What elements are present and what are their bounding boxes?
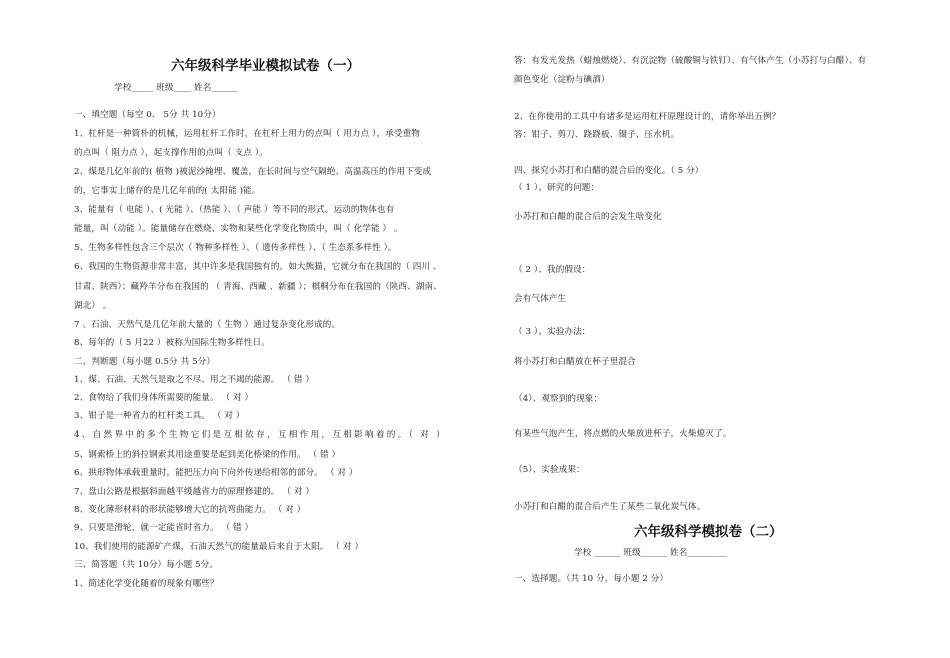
choice-section-heading: 一、选择题。（共 10 分，每小题 2 分） xyxy=(514,574,669,584)
explore-section-heading: 四、探究小苏打和白醋的混合后的变化。（ 5 分） xyxy=(514,166,704,176)
judge-item: 2、食物给了我们身体所需要的能量。 （ 对 ） xyxy=(74,393,254,403)
answer-line: 颜色变化（淀粉与碘酒） xyxy=(514,75,610,85)
exam1-student-info: 学校_____ 班级____ 姓名______ xyxy=(114,83,238,93)
exam1-line: 1、杠杆是一种简朴的机械，运用杠杆工作时，在杠杆上用力的点叫（ 用力点 ），承受重物 xyxy=(74,129,420,139)
exam2-student-info: 学校 ______ 班级______ 姓名_________ xyxy=(574,548,727,558)
judge-section-heading: 二、判断题（每小题 0.5分 共 5分） xyxy=(74,357,216,367)
explore-label: （ 2 ）、我的假设： xyxy=(514,265,591,275)
exam1-line: 5、生物多样性包含三个层次（ 物种多样性 ）、（ 遗传多样性 ）、（ 生态系多样性 ）。 xyxy=(74,243,397,253)
exam1-line: 能量，叫（动能 ）。能量储存在燃烧、实物和某些化学变化物质中，叫（ 化学能 ） 。 xyxy=(74,224,403,234)
answer-line: 答：钳子、剪刀、跷跷板、镊子、压水机。 xyxy=(514,130,680,140)
short-answer-section-heading: 三、简答题（共 10分）每小题 5分。 xyxy=(74,560,219,570)
fill-section-heading: 一、填空题（每空 0． 5分 共 10分） xyxy=(74,110,221,120)
exam1-line: 3、能量有（ 电能 ）、( 光能 ）、（热能 ）、（ 声能 ）等不同的形式。运动的物体也有 xyxy=(74,205,395,215)
exam1-line: 2、煤是几亿年前的( 植物 )被泥沙掩埋、覆盖，在长时间与空气隔绝、高温高压的作用下变成 xyxy=(74,167,432,177)
judge-item: 4、自然界中的多个生物它们是互相依存，互相作用，互相影响着的。（ 对 ） xyxy=(74,430,448,440)
explore-label: （ 3 ）、实验办法： xyxy=(514,327,591,337)
exam1-line: 甘肃、陕西）；藏羚羊分布在我国的 （ 青海、西藏 、新疆 ）；棋桐分布在我国的（陕西、湖南、 xyxy=(74,282,442,292)
exam1-line: 6、我国的生物资源非常丰富，其中许多是我国独有的。如大熊猫，它就分布在我国的（ 四川 、 xyxy=(74,262,442,272)
exam1-title: 六年级科学毕业模拟试卷（一） xyxy=(171,58,360,74)
explore-answer: 小苏打和白醋的混合后的会发生啥变化 xyxy=(514,212,662,222)
explore-label: （ 1 ）、研究的问题： xyxy=(514,183,600,193)
judge-item: 8、变化薄形材料的形状能够增大它的抗弯曲能力。 （ 对 ） xyxy=(74,505,306,515)
short-answer-question: 1、简述化学变化随着的现象有哪些？ xyxy=(74,579,219,589)
explore-label: （4）、观察到的现象： xyxy=(514,394,603,404)
explore-answer: 将小苏打和白醋放在杯子里混合 xyxy=(514,357,636,367)
exam1-line: 湖北） 。 xyxy=(74,301,112,311)
judge-item: 9、只要是滑轮，就一定能省时省力。 （ 错 ） xyxy=(74,523,254,533)
judge-item: 3、钳子是一种省力的杠杆类工具。 （ 对 ） xyxy=(74,411,245,421)
judge-item: 5、钢索桥上的斜拉钢索其用途重要是起到美化桥梁的作用。 （ 错 ） xyxy=(74,450,341,460)
judge-item: 6、拱形物体承载重量时，能把压力向下向外传递给相邻的部分。 （ 对 ） xyxy=(74,468,358,478)
judge-item: 1、煤、石油、天然气是取之不尽、用之不竭的能源。 （ 错 ） xyxy=(74,375,315,385)
explore-label: （5）、实验成果： xyxy=(514,465,585,475)
exam1-line: 的点叫（ 阻力点 ），起支撑作用的点叫（ 支点 ）。 xyxy=(74,148,268,158)
exam1-line: 的，它事实上储存的是几亿年前的( 太阳能 )能。 xyxy=(74,186,261,196)
answer-line: 答：有发光发热（蜡烛燃烧）、有沉淀物（硫酸铜与铁钉）、有气体产生（小苏打与白醋）、有 xyxy=(514,56,867,66)
judge-item: 10、我们使用的能源矿产煤，石油天然气的能量最后来自于太阳。 （ 对 ） xyxy=(74,542,364,552)
short-answer-question: 2、在你使用的工具中有诸多是运用杠杆原理设计的，请你举出五例？ xyxy=(514,112,781,122)
explore-answer: 小苏打和白醋的混合后产生了某些二氧化炭气体。 xyxy=(514,502,706,512)
exam1-line: 7 、石油、天然气是几亿年前大量的（ 生物 ）通过复杂变化形成的。 xyxy=(74,320,341,330)
judge-item: 7、盘山公路是根据斜面越平缓越省力的原理修建的。 （ 对 ） xyxy=(74,487,315,497)
explore-answer: 会有气体产生 xyxy=(514,294,567,304)
exam2-title: 六年级科学模拟卷（二） xyxy=(634,524,783,540)
explore-answer: 有某些气泡产生，将点燃的火柴放进杯子，火柴熄灭了。 xyxy=(514,429,732,439)
exam1-line: 8、每年的（ 5 月22 ）被称为国际生物多样性日。 xyxy=(74,338,270,348)
